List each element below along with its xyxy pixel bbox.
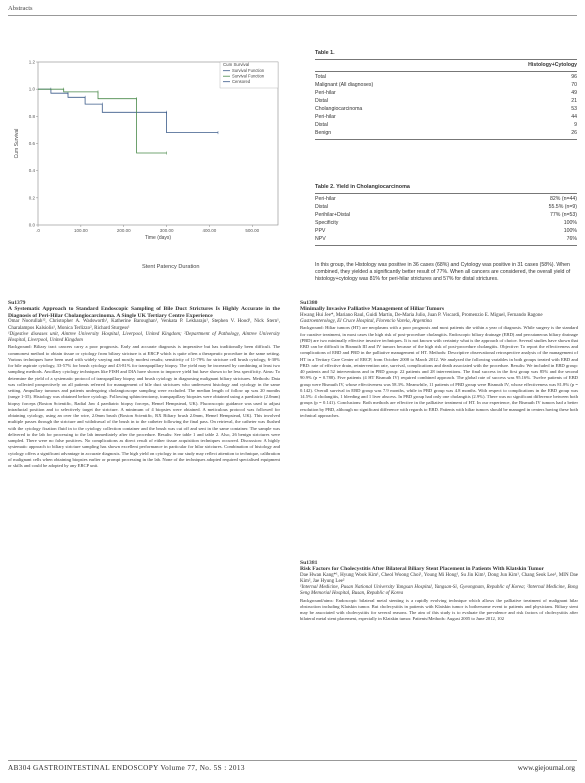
abstract-title: A Systematic Approach to Standard Endoscopic Sampling of Bile Duct Strictures Is Highly Accurate in the Diagnosis of Peri-Hilar Cholangiocarcinoma. A Single UK Tertiary Centre Experience: [8, 306, 280, 319]
legend-title: Cum Survival: [223, 62, 250, 67]
table-rule: [315, 139, 577, 140]
legend-entry: Survival Function: [232, 68, 265, 73]
abstract-su1381: [300, 560, 578, 623]
table-cell-label: Distal: [315, 98, 328, 104]
y-tick-label: 1.0: [28, 86, 35, 92]
table-1-col-header: Histology+Cytology: [528, 62, 577, 68]
abstract-authors: Omar Noorullah¹², Christopher A. Wadsworth¹, Katherine Baroughan¹, Venkata P. Lekharaju¹, Stephen V. Hood¹, Nick Stern¹, Charalampos Kalsiolis¹, Monica Terlizzo², Richard Sturgess¹: [8, 319, 280, 331]
running-header: Abstracts: [8, 5, 33, 12]
table-rule: [315, 245, 577, 246]
table-cell-value: 44: [571, 114, 577, 120]
table-cell-value: 53: [571, 106, 577, 112]
table-cell-value: 21: [571, 98, 577, 104]
x-tick-label: 200.00: [116, 228, 131, 233]
table-rule: [315, 71, 577, 72]
table-cell-label: Specificity: [315, 220, 339, 226]
table-cell-value: 9: [574, 122, 577, 128]
table-rule: [315, 59, 577, 60]
legend-entry: Censored: [232, 79, 251, 84]
abstract-title: Risk Factors for Cholecystitis After Bilateral Biliary Stent Placement in Patients With Klatskin Tumor: [300, 566, 544, 573]
table-cell-label: PPV: [315, 228, 326, 234]
figure-caption: Stent Patency Duration: [142, 264, 200, 270]
table-cell-value: 100%: [563, 228, 577, 234]
legend-entry: Survival Function: [232, 73, 265, 79]
abstract-affiliation: ¹Digestive diseases unit, Aintree University Hospital, Liverpool, United Kingdom; ²Department of Pathology, Aintree University Hospital, Liverpool, United Kingdom: [8, 331, 280, 344]
abstract-su1380: [300, 300, 578, 419]
table-row: [315, 130, 577, 138]
table-cell-label: Distal: [315, 204, 328, 210]
table-cell-value: 55.5% (n=9): [548, 204, 577, 210]
table-row: [315, 196, 577, 204]
table-row: [315, 74, 577, 82]
table-cell-label: Total: [315, 74, 326, 80]
abstract-body: Background: Hiliar tumors (HT) are neoplasms with a poor prognosis and most patients die within a year of diagnosis. While surgery is the standard for curative treatment, in most cases the high risk of post-procedure cholangitis. Endoscopic biliary drainage (EBD) and percutaneous biliary drainage (PBD) are two minimally effective invasive techniques. It is not known with certainty what is the approach of choice. Several studies have shown that EBD can be difficult in Bismuth III and IV tumors because of the high risk of post-procedure cholangitis. Objective: To report the effectiveness and complications of EBD and PBD in the palliative management of HT. Methods: Descriptive observational retrospective analysis of the management of HT in a Tertiary Care Center of ERCP, from October 2008 to March 2012. We analyzed the following variables in both groups treated with EBD and PBD: rate of effective drain, reintervention rate, survival, complications and death associated with the procedure. Results: We included in EBD group: 40 patients and 52 interventions and in PBD group: 22 patients and 28 interventions. The final success in the first group was 85% and the second 90.9% (p = 0.788). Five patients (4 HT Bismuth IV) required combined approach. The global rate of success was 95.16%. Twelve patients of EBD group were Bismuth IV, whose effectiveness was 58.3%. Meanwhile, 11 patients of PBD group were Bismuth IV, whose effectiveness was 81.8% (p = 0.142). Overall survival in EBD group was 7.9 months, while in PBD group was 4.8 months. With respect to complications in the EBD group was 14.5%: 4 cholangitis, 1 bleeding and 1 liver abscess. In PBD group had only one cholangitis (2.9%). There was no significant difference between both groups (p = 0.141). Conclusions: Both methods are effective in the palliative treatment of HT. In our experience, the Bismuth IV tumors had a better resolution by PBD, although no significant difference with regards to EBD. Patients with hiliar tumors should be managed in centers having these both technical approaches.: [300, 325, 578, 418]
table-row: [315, 122, 577, 130]
table-cell-label: Peri-hilar: [315, 114, 336, 120]
x-tick-label: .0: [36, 228, 40, 233]
table-row: [315, 82, 577, 90]
table-cell-value: 82% (n=44): [550, 196, 577, 202]
y-tick-label: 0.0: [28, 222, 35, 228]
abstract-title: Minimally Invasive Palliative Management of Hiliar Tumors: [300, 306, 445, 313]
table-cell-value: 96: [571, 74, 577, 80]
table-row: [315, 228, 577, 236]
survival-line-2: [38, 89, 167, 153]
abstract-su1379: [8, 300, 280, 469]
abstract-body: Background: Biliary tract cancers carry a poor prognosis. Early and accurate diagnosis is imperative but has traditionally been difficult. The commonest method to obtain tissue or cytology from biliary stricture is at ERCP which is quite often a therapeutic procedure in the same setting. Various techniques have been used with widely varying and mostly modest results; sensitivity of 11-79% for stricture cell brush cytology, 6-30% for bile aspirate cytology, 33-57% for brush cytology and 43-81% for transpapillary biopsy. The yield may be increased by combining at least two sampling methods. Ancillary cytology techniques like FISH and DIA have shown to improve yield but have shown to be less specificity. Aims: To determine the yield of a systematic protocol of transpapillary biopsy and brush cytology in diagnosing malignant biliary strictures. Methods: Data was collected prospectively on all patients referred for management of bile duct strictures who underwent histology and cytology in the same setting. Ampullary tumours and patients undergoing cholangioscope sampling were excluded. The median length of follow up was 20 months (range 1-35). Histology was obtained before cytology. Following sphincterotomy, transpapillary biopsies were obtained using a paediatric (2.0mm) biopsy forceps (Boston Scientific, Radial Jaw 4 paediatric biopsy forceps, Hemel Hempstead, UK). Fluoroscopic guidance was used to adjust intraductal position and to selectively target the stricture. A minimum of 4 biopsies were obtained. A meticulous protocol was followed for obtaining cytology, using an over the wire, 2.0mm brush (Boston Scientific, RX Biliary brush 2.0mm, Hemel Hempstead, UK). This involved multiple passes through the stricture and withdrawal of the brush in to the catheter following the final pass. On retrieval, the catheter was flushed with the cytology fixation fluid in to the cytology collection container and the brush was cut off and sent in the same container. The sample was delivered to the lab for processing to the lab immediately after the procedure. Results: See table 1 and table 2. Also, 26 benign strictures were sampled. There were no false positives. No complications as direct result of either tissue acquisition techniques occurred. Discussion: A highly systematic approach to biliary stricture sampling has shown excellent performance in particular for hilar strictures. Combination of histology and cytology offers a significant advantage in accurate diagnosis. The high yield on cytology in our study may reflect attention to technique, calibration of malignant cells when obtaining biopsies earlier or prompt processing in the lab. None of the techniques adopted required specialised equipment or skills and could be adopted by any ERCP unit.: [8, 344, 280, 468]
footer-url[interactable]: www.giejournal.org: [517, 764, 575, 772]
abstract-id: Su1380: [300, 300, 318, 306]
table-cell-label: Peri-hilar: [315, 196, 336, 202]
table-row: [315, 212, 577, 220]
table-cell-value: 70: [571, 82, 577, 88]
table-1-title: Table 1.: [315, 50, 335, 56]
footer-rule: [8, 760, 577, 761]
table-cell-value: 76%: [566, 236, 577, 242]
table-cell-label: Perihilar+Distal: [315, 212, 351, 218]
x-tick-label: 100.00: [73, 228, 88, 233]
table-cell-label: NPV: [315, 236, 326, 242]
table-row: [315, 220, 577, 228]
header-rule: [8, 15, 577, 16]
abstract-affiliation: Gastroenterology, El Cruce Hospital, Florencio Varela, Argentina: [300, 319, 432, 325]
table-row: [315, 98, 577, 106]
table-row: [315, 204, 577, 212]
table-cell-value: 100%: [563, 220, 577, 226]
table-2: [315, 184, 577, 254]
survival-chart: [8, 50, 300, 250]
table-rule: [315, 193, 577, 194]
table-cell-label: Distal: [315, 122, 328, 128]
abstract-affiliation: ¹Internal Medicine, Pusan National University Yangsan Hospital, Yangsan-Si, Gyeongnam, Republic of Korea; ²Internal Medicine, Bong Seng Memorial Hospital, Busan, Republic of Korea: [300, 585, 578, 597]
abstract-id: Su1379: [8, 300, 26, 306]
table-cell-label: Cholangiocarcinoma: [315, 106, 363, 112]
x-axis-label: Time (days): [144, 235, 172, 241]
y-tick-label: 0.6: [28, 141, 35, 146]
table-cell-value: 49: [571, 90, 577, 96]
table-row: [315, 114, 577, 122]
table-row: [315, 236, 577, 244]
table-row: [315, 90, 577, 98]
table-cell-label: Peri-hilar: [315, 90, 336, 96]
table-2-title: Table 2. Yield in Cholangiocarcinoma: [315, 184, 410, 190]
y-tick-label: 1.2: [28, 59, 35, 65]
abstract-body: Background/aims: Endoscopic bilateral metal stenting is a rapidly evolving technique which allows the palliative treatment of malignant hilar obstruction including Klatskin tumor. But cholecystitis in patients with Klatskin tumor is bothersome event to patients and physicians. Biliary stent may be associated with cholecystitis for several reasons. The aim of this study is to evaluate the prevalence and risk factors of cholecystitis after bilateral metal stent placement, especially in Klatskin tumor. Patients/Methods: August 2005 to June 2012, 102: [300, 597, 578, 622]
abstract-id: Su1381: [300, 560, 318, 566]
table-1: [315, 50, 577, 170]
y-axis-label: Cum Survival: [14, 128, 20, 159]
footer-journal: AB304 GASTROINTESTINAL ENDOSCOPY Volume 77, No. 5S : 2013: [8, 764, 245, 772]
figure: [8, 50, 300, 250]
table-2-note: In this group, the Histology was positive in 36 cases (68%) and Cytology was positive in 31 cases (58%). When combined, they yielded a significantly better result of 77%. When all cancers are considered, the overall yield of histology+cytology was 81% for peri-hilar strictures and 57% for distal strictures.: [315, 262, 571, 282]
table-cell-value: 77% (n=53): [550, 212, 577, 218]
y-tick-label: 0.8: [28, 113, 35, 119]
table-cell-value: 26: [571, 130, 577, 136]
y-tick-label: 0.2: [28, 195, 35, 201]
table-row: [315, 106, 577, 114]
abstract-authors: Hwang Hui Jee*, Mariano Raul, Guidi Martin, De-Maria Julio, Juan P. Viscardi, Promenzio E. Miguel, Fernando Ragone: [300, 312, 543, 318]
x-tick-label: 500.00: [245, 228, 260, 233]
survival-line-1: [38, 89, 218, 132]
table-cell-label: Malignant (All diagnoses): [315, 82, 374, 88]
table-cell-label: Benign: [315, 130, 332, 136]
x-tick-label: 300.00: [159, 228, 174, 233]
x-tick-label: 400.00: [202, 228, 217, 233]
y-tick-label: 0.4: [28, 168, 35, 174]
abstract-authors: Dae Hwan Kang*¹, Hyung Wook Kim¹, Cheol Woong Choi¹, Young Mi Hong¹, Su Jin Kim¹, Dong Jun Kim¹, Chang Seok Lee¹, MIN Dae Kim², Jae Hyung Lee²: [300, 572, 578, 585]
